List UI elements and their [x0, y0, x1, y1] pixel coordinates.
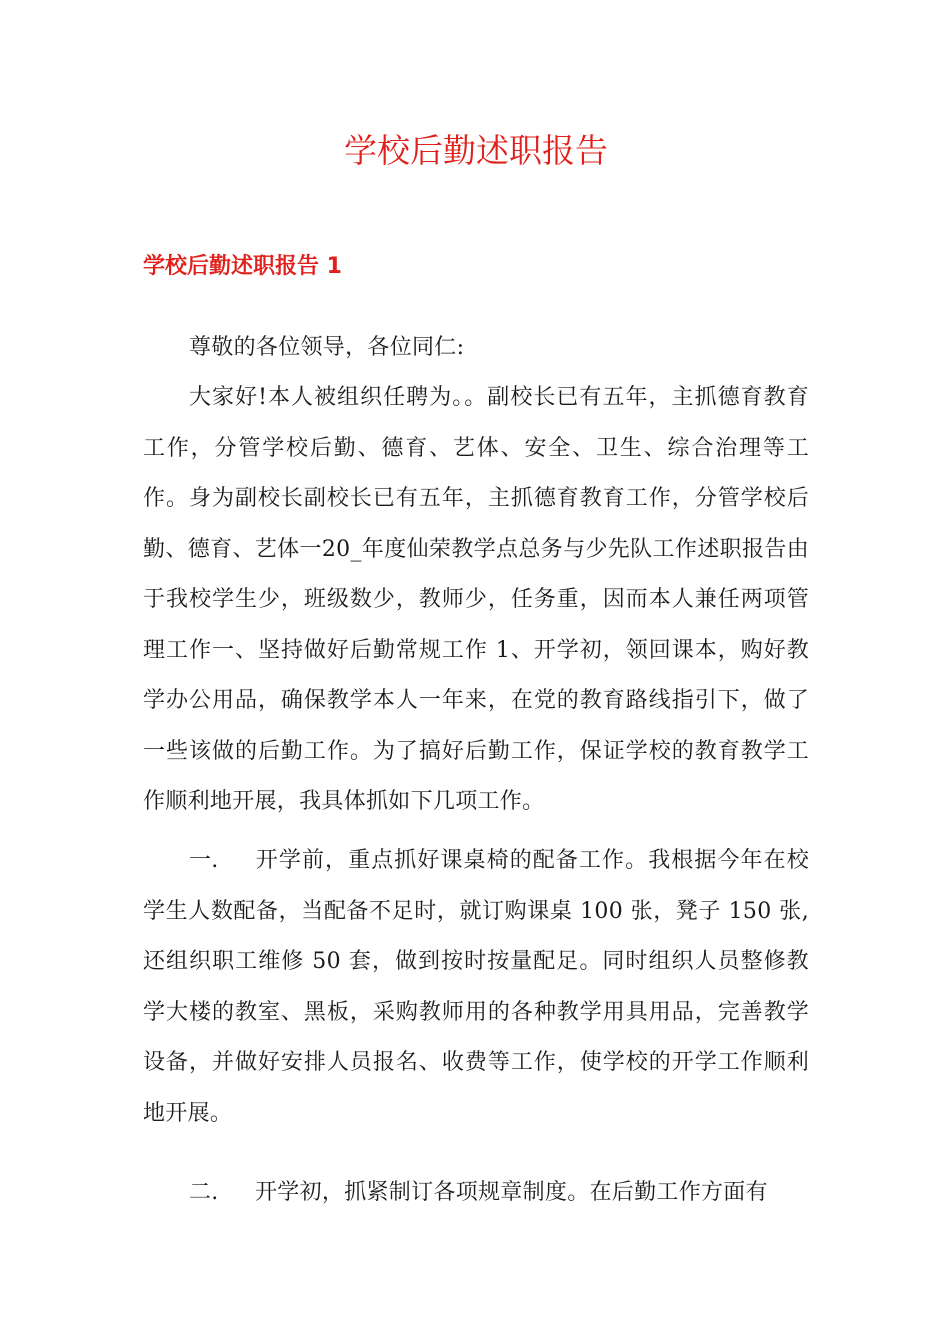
section-heading: 学校后勤述职报告 1: [143, 254, 342, 279]
greeting-paragraph: 尊敬的各位领导，各位同仁:: [189, 335, 465, 360]
list-item-two: [143, 1168, 809, 1219]
list-item-one: [143, 836, 809, 1139]
list-item-one-number: 一.: [189, 848, 219, 873]
list-item-one-text: 开学前，重点抓好课桌椅的配备工作。我根据今年在校学生人数配备，当配备不足时，就订购课桌 100 张，凳子 150 张,还组织职工维修 50 套，做到按时按量配足。同时组织人员整修教学大楼的教室、黑板，采购教师用的各种教学用具用品，完善教学设备，并做好安排人员报名、收费等工作，使学校的开学工作顺利地开展。: [143, 848, 809, 1126]
document-title: 学校后勤述职报告: [344, 131, 608, 170]
list-item-two-text: 开学初，抓紧制订各项规章制度。在后勤工作方面有: [255, 1180, 768, 1205]
intro-paragraph: 大家好!本人被组织任聘为。。副校长已有五年，主抓德育教育工作，分管学校后勤、德育、艺体、安全、卫生、综合治理等工作。身为副校长副校长已有五年，主抓德育教育工作，分管学校后勤、德育、艺体一20_年度仙荣教学点总务与少先队工作述职报告由于我校学生少，班级数少，教师少，任务重，因而本人兼任两项管理工作一、坚持做好后勤常规工作 1、开学初，领回课本，购好教学办公用品，确保教学本人一年来，在党的教育路线指引下，做了一些该做的后勤工作。为了搞好后勤工作，保证学校的教育教学工作顺利地开展，我具体抓如下几项工作。: [143, 385, 809, 814]
list-item-two-number: 二.: [189, 1180, 219, 1205]
